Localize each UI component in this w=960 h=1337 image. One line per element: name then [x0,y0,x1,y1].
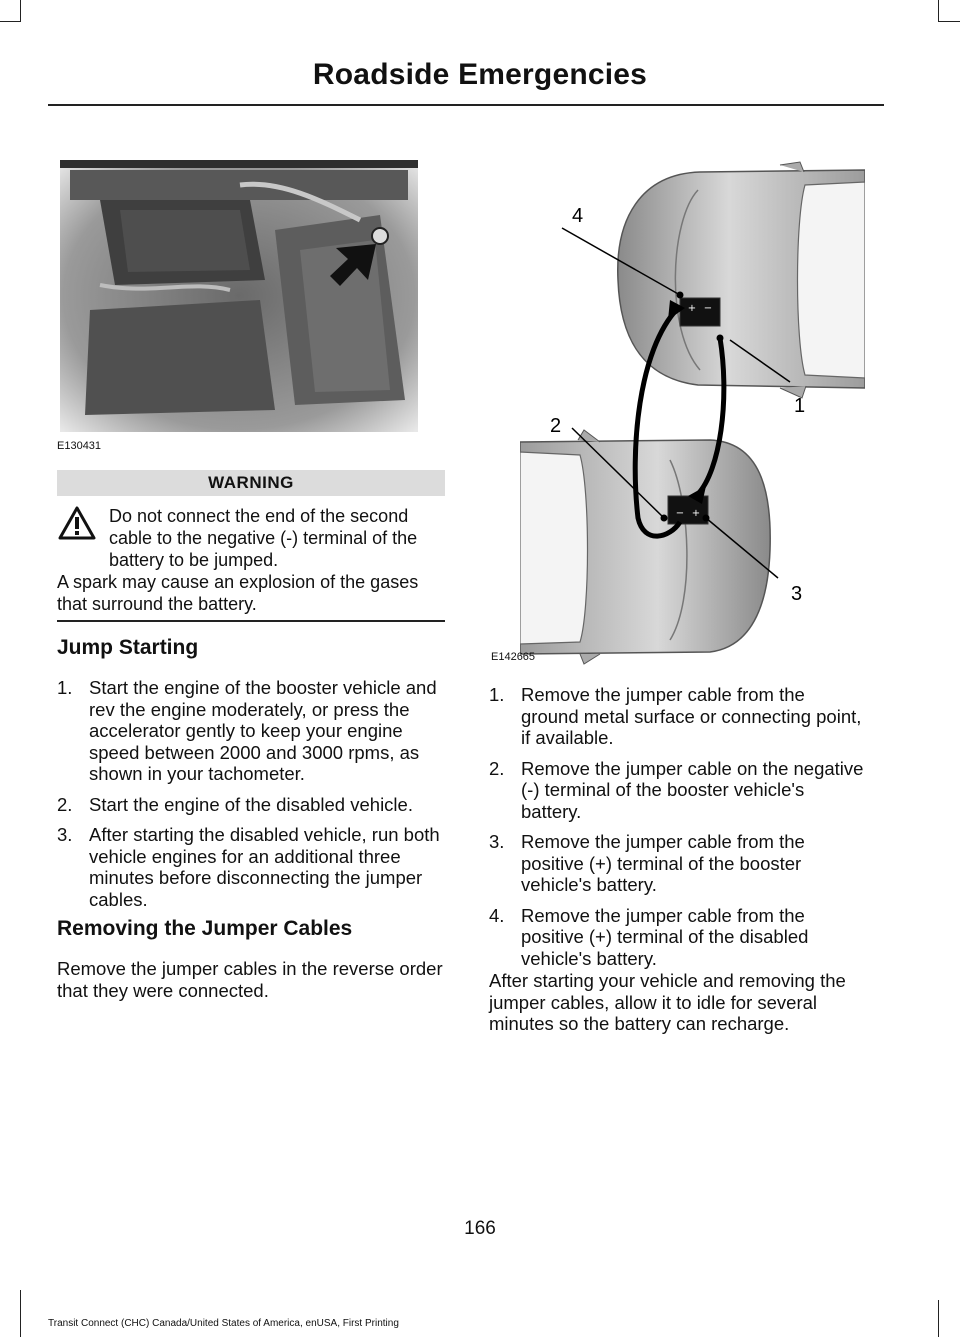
svg-text:+: + [691,508,701,519]
removing-steps [489,684,867,978]
crop-mark [938,21,960,22]
warning-text-continued: A spark may cause an explosion of the gases that surround the battery. [57,572,419,614]
warning-text-main: Do not connect the end of the second cable to the negative (-) terminal of the battery to be jumped. [109,506,418,570]
section-heading-jump-starting: Jump Starting [57,636,199,659]
figure-code: E130431 [57,440,102,452]
list-item [489,758,867,823]
crop-mark [20,0,21,22]
step-number: 3. [489,831,505,852]
step-number: 1. [489,684,505,705]
footer-edition: Transit Connect (CHC) Canada/United States of America, enUSA, First Printing [48,1318,399,1329]
warning-heading: WARNING [57,470,445,496]
step-text: Remove the jumper cable on the negative (-) terminal of the booster vehicle's battery. [521,757,864,822]
svg-text:+: + [687,303,697,314]
step-number: 2. [57,793,73,815]
step-text: Remove the jumper cable from the positive (+) terminal of the disabled vehicle's battery. [521,904,809,969]
step-text: Remove the jumper cable from the positive (+) terminal of the booster vehicle's battery. [521,831,805,895]
removing-intro: Remove the jumper cables in the reverse order that they were connected. [57,958,443,1001]
closing-paragraph: After starting your vehicle and removing the jumper cables, allow it to idle for several minutes so the battery can recharge. [489,970,846,1034]
list-item [57,824,449,910]
figure-code: E142665 [491,651,536,663]
step-number: 2. [489,757,505,779]
svg-text:−: − [675,508,685,519]
engine-bay-photo [60,160,418,432]
step-text: Start the engine of the booster vehicle and rev the engine moderately, or press the accelerator gently to keep your engine speed between 2000 and 3000 rpms, as shown in your tachometer. [89,677,437,784]
section-heading-removing-cables: Removing the Jumper Cables [57,917,353,940]
list-item [489,831,867,896]
jump-start-diagram [520,160,865,665]
page-number: 166 [464,1218,496,1239]
callout-label: 2 [550,415,562,437]
list-item [489,684,867,749]
callout-label: 4 [572,205,584,227]
step-text: Start the engine of the disabled vehicle. [89,793,413,815]
header-divider [48,104,884,106]
crop-mark [938,1300,939,1337]
callout-label: 1 [794,395,806,417]
svg-text:−: − [703,303,713,314]
warning-text [57,505,447,615]
step-number: 1. [57,677,73,698]
crop-mark [938,0,939,22]
step-text: Remove the jumper cable from the ground metal surface or connecting point, if available. [521,684,862,748]
callout-label: 3 [791,583,803,605]
jump-starting-steps [57,677,449,919]
warning-divider [57,620,445,622]
step-number: 3. [57,824,73,845]
list-item [489,905,867,970]
step-number: 4. [489,904,505,926]
crop-mark [0,21,21,22]
list-item [57,677,449,785]
crop-mark [20,1290,21,1337]
list-item [57,794,449,816]
page-title: Roadside Emergencies [312,58,648,91]
step-text: After starting the disabled vehicle, run both vehicle engines for an additional three minutes before disconnecting the jumper cables. [89,824,440,910]
